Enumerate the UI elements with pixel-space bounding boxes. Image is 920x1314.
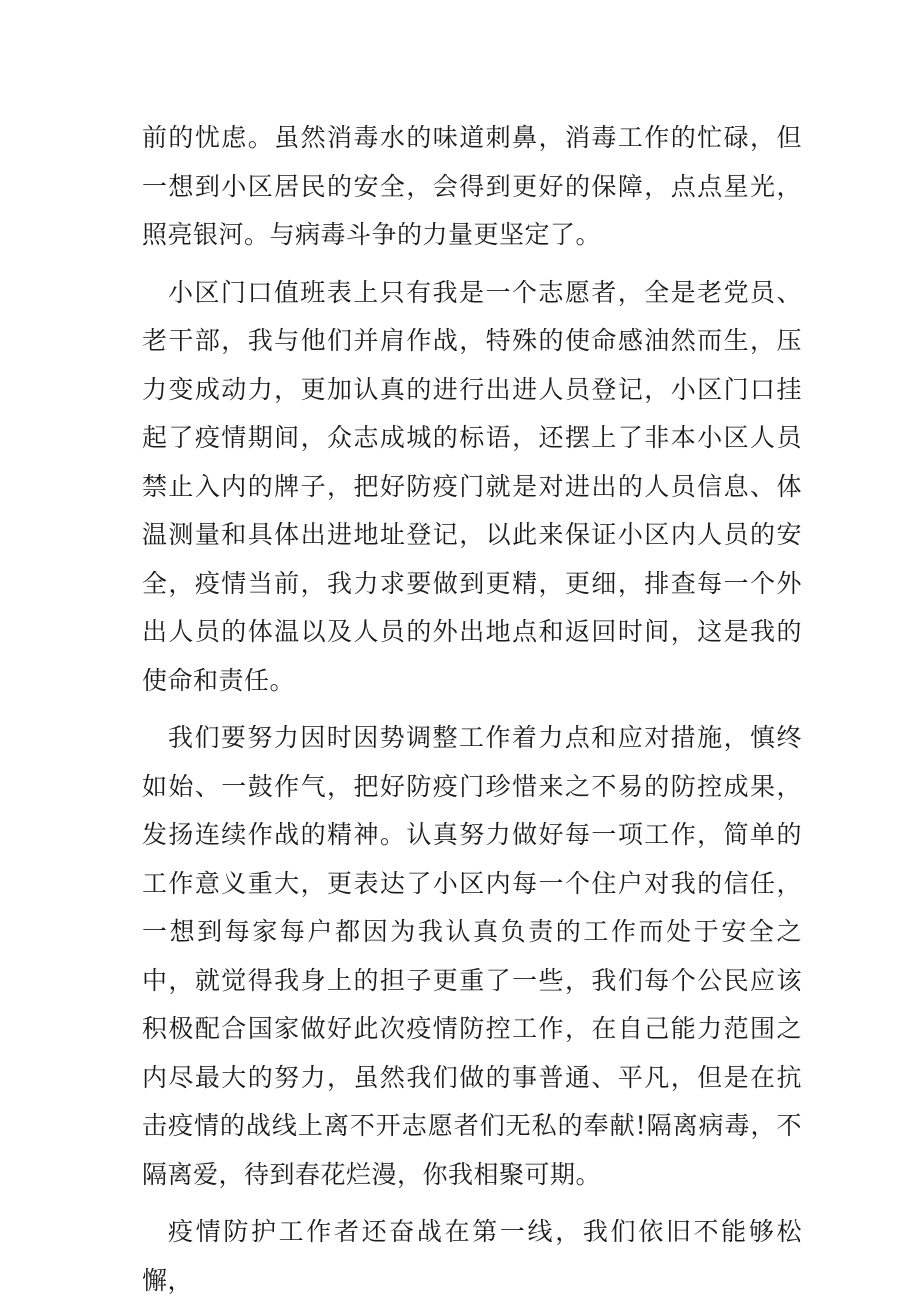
document-body [142, 114, 802, 1314]
paragraph-4: 疫情防护工作者还奋战在第一线，我们依旧不能够松懈， [142, 1217, 802, 1295]
paragraph-1: 前的忧虑。虽然消毒水的味道刺鼻，消毒工作的忙碌，但一想到小区居民的安全，会得到更好的保障，点点星光，照亮银河。与病毒斗争的力量更坚定了。 [142, 123, 802, 249]
paragraph-2: 小区门口值班表上只有我是一个志愿者，全是老党员、老干部，我与他们并肩作战，特殊的使命感油然而生，压力变成动力，更加认真的进行出进人员登记，小区门口挂起了疫情期间，众志成城的标语，还摆上了非本小区人员禁止入内的牌子，把好防疫门就是对进出的人员信息、体温测量和具体出进地址登记，以此来保证小区内人员的安全，疫情当前，我力求要做到更精，更细，排查每一个外出人员的体温以及人员的外出地点和返回时间，这是我的使命和责任。 [142, 277, 802, 695]
paragraph-3: 我们要努力因时因势调整工作着力点和应对措施，慎终如始、一鼓作气，把好防疫门珍惜来之不易的防控成果，发扬连续作战的精神。认真努力做好每一项工作，简单的工作意义重大，更表达了小区内每一个住户对我的信任，一想到每家每户都因为我认真负责的工作而处于安全之中，就觉得我身上的担子更重了一些，我们每个公民应该积极配合国家做好此次疫情防控工作，在自己能力范围之内尽最大的努力，虽然我们做的事普通、平凡，但是在抗击疫情的战线上离不开志愿者们无私的奉献!隔离病毒，不隔离爱，待到春花烂漫，你我相聚可期。 [142, 723, 802, 1189]
